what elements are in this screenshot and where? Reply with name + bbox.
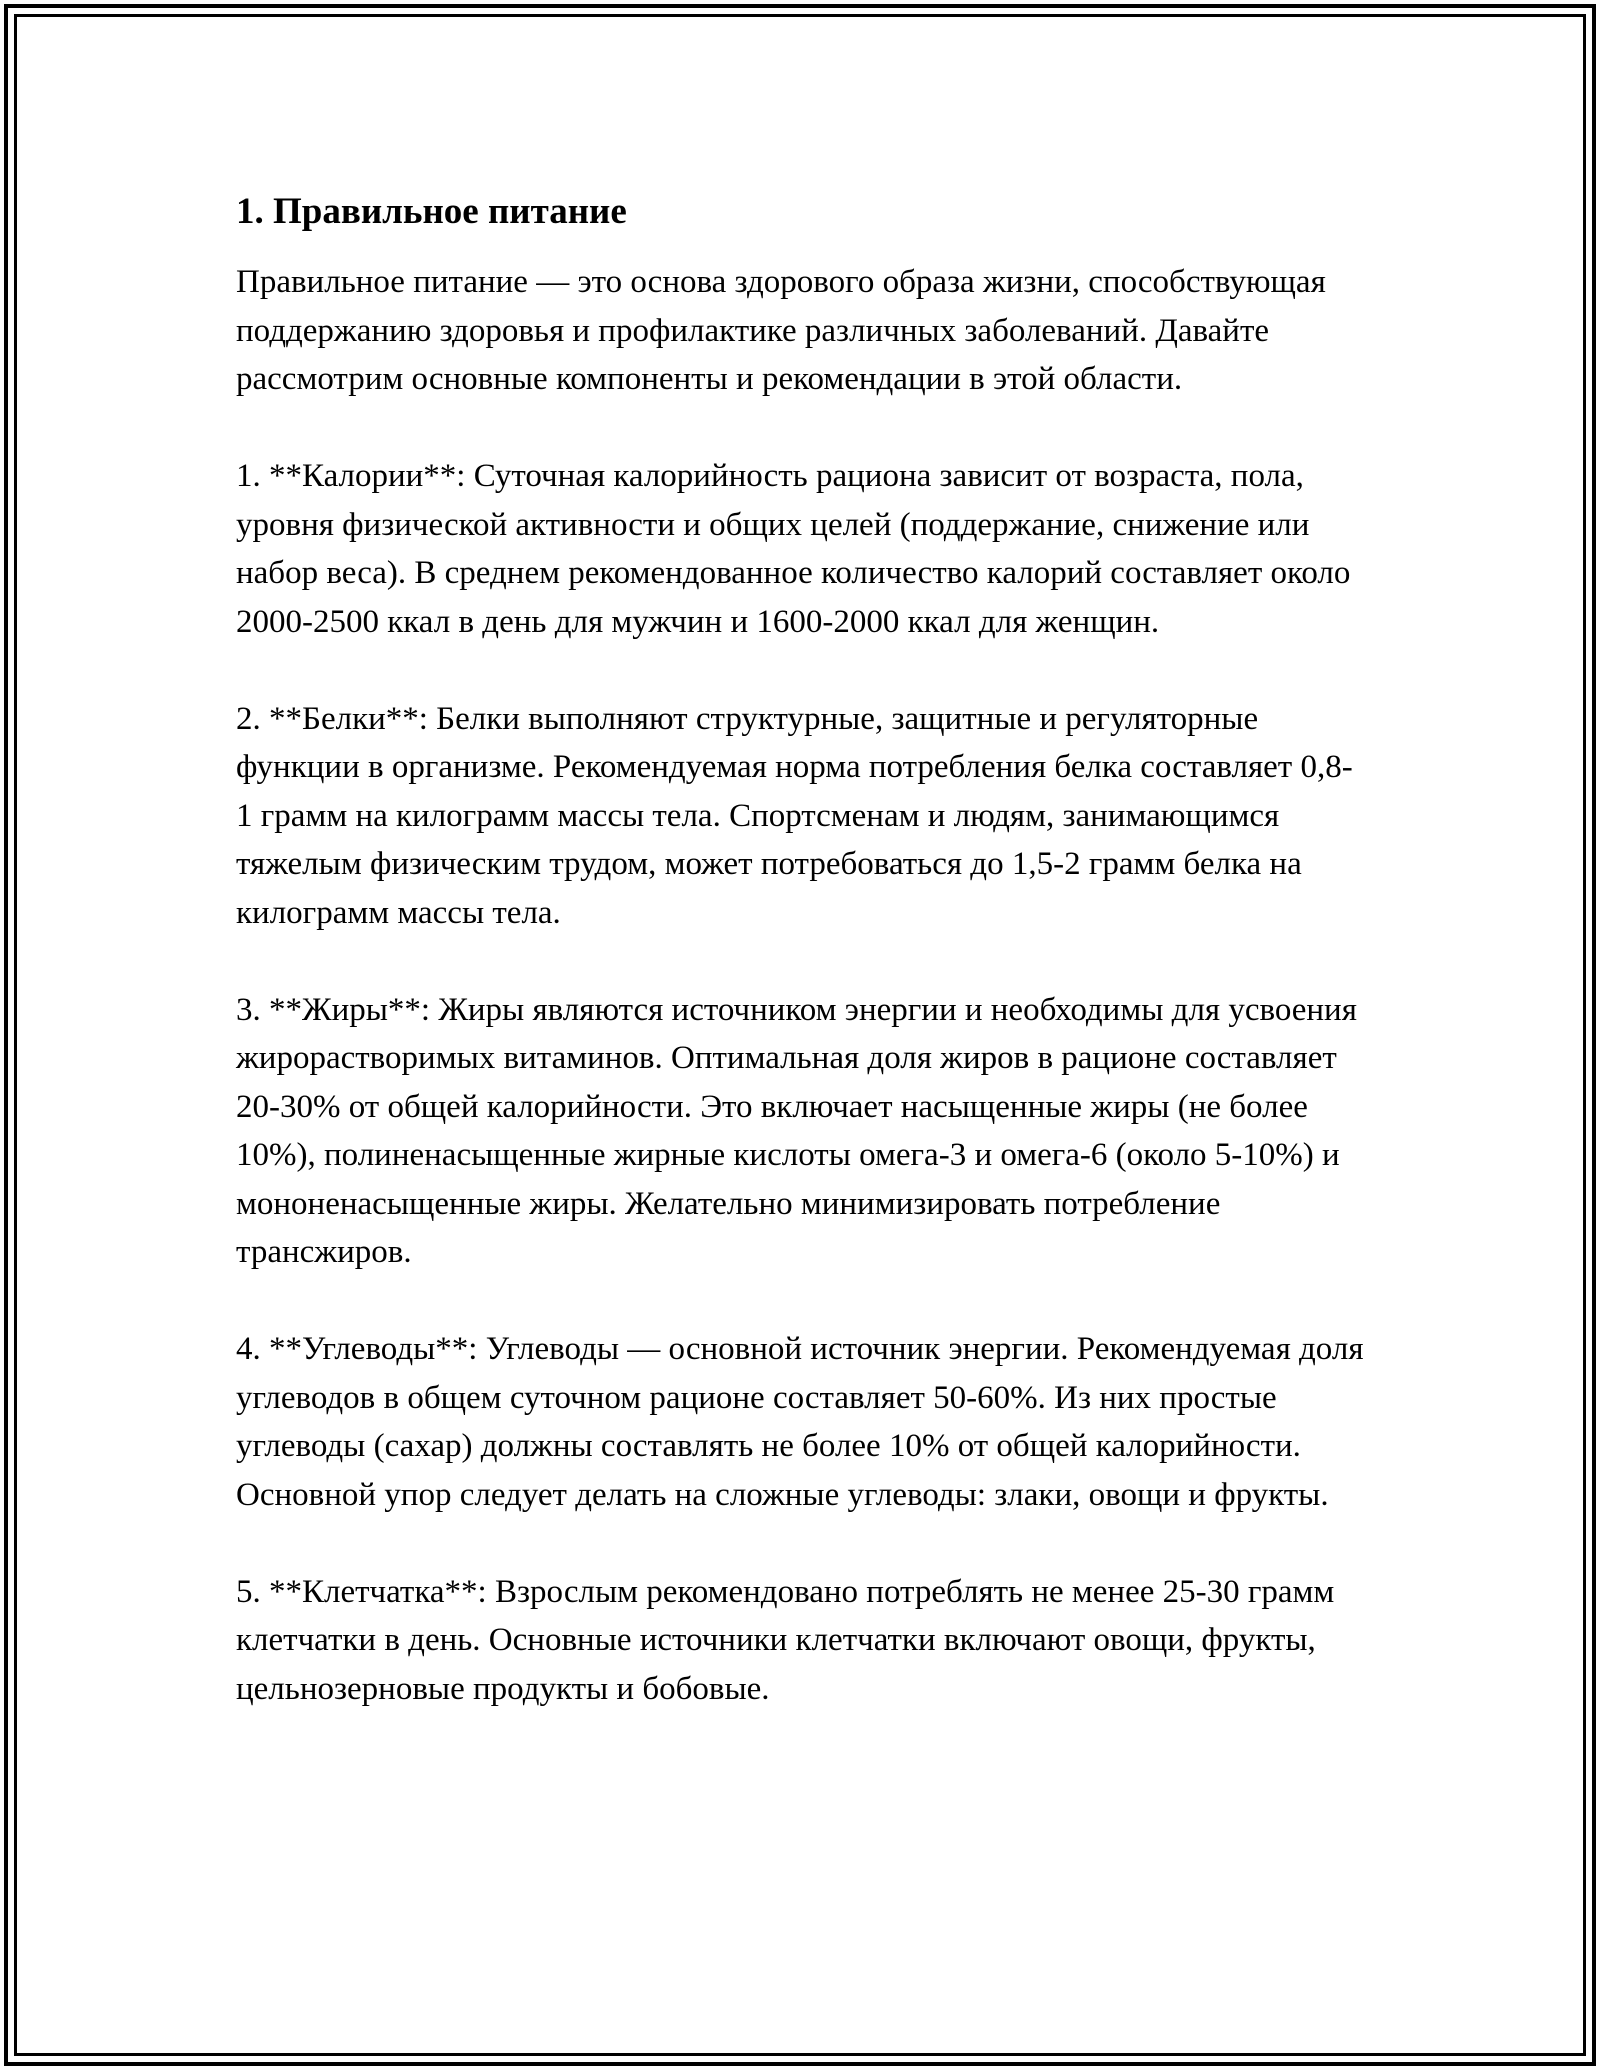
list-item-fiber: 5. **Клетчатка**: Взрослым рекомендовано потреблять не менее 25-30 грамм клетчатки в день. Основные источники клетчатки включают овощи, фрукты, цельнозерновые продукты и бобовые. [236,1573,1335,1707]
list-item-fats: 3. **Жиры**: Жиры являются источником энергии и необходимы для усвоения жирорастворимых витаминов. Оптимальная доля жиров в рационе составляет 20-30% от общей калорийности. Это включает насыщенные жиры (не более 10%), полиненасыщенные жирные кислоты омега-3 и омега-6 (около 5-10%) и мононенасыщенные жиры. Желательно минимизировать потребление трансжиров. [236,991,1357,1270]
document-body [236,186,1366,1713]
list-item-proteins: 2. **Белки**: Белки выполняют структурные, защитные и регуляторные функции в организме. Рекомендуемая норма потребления белка составляет 0,8-1 грамм на килограмм массы тела. Спортсменам и людям, занимающимся тяжелым физическим трудом, может потребоваться до 1,5-2 грамм белка на килограмм массы тела. [236,700,1353,931]
list-item-calories: 1. **Калории**: Суточная калорийность рациона зависит от возраста, пола, уровня физической активности и общих целей (поддержание, снижение или набор веса). В среднем рекомендованное количество калорий составляет около 2000-2500 ккал в день для мужчин и 1600-2000 ккал для женщин. [236,458,1351,640]
list-item-carbohydrates: 4. **Углеводы**: Углеводы — основной источник энергии. Рекомендуемая доля углеводов в общем суточном рационе составляет 50-60%. Из них простые углеводы (сахар) должны составлять не более 10% от общей калорийности. Основной упор следует делать на сложные углеводы: злаки, овощи и фрукты. [236,1331,1364,1513]
section-heading: 1. Правильное питание [236,191,627,232]
intro-paragraph: Правильное питание — это основа здорового образа жизни, способствующая поддержанию здоровья и профилактике различных заболеваний. Давайте рассмотрим основные компоненты и рекомендации в этой области. [236,264,1326,397]
